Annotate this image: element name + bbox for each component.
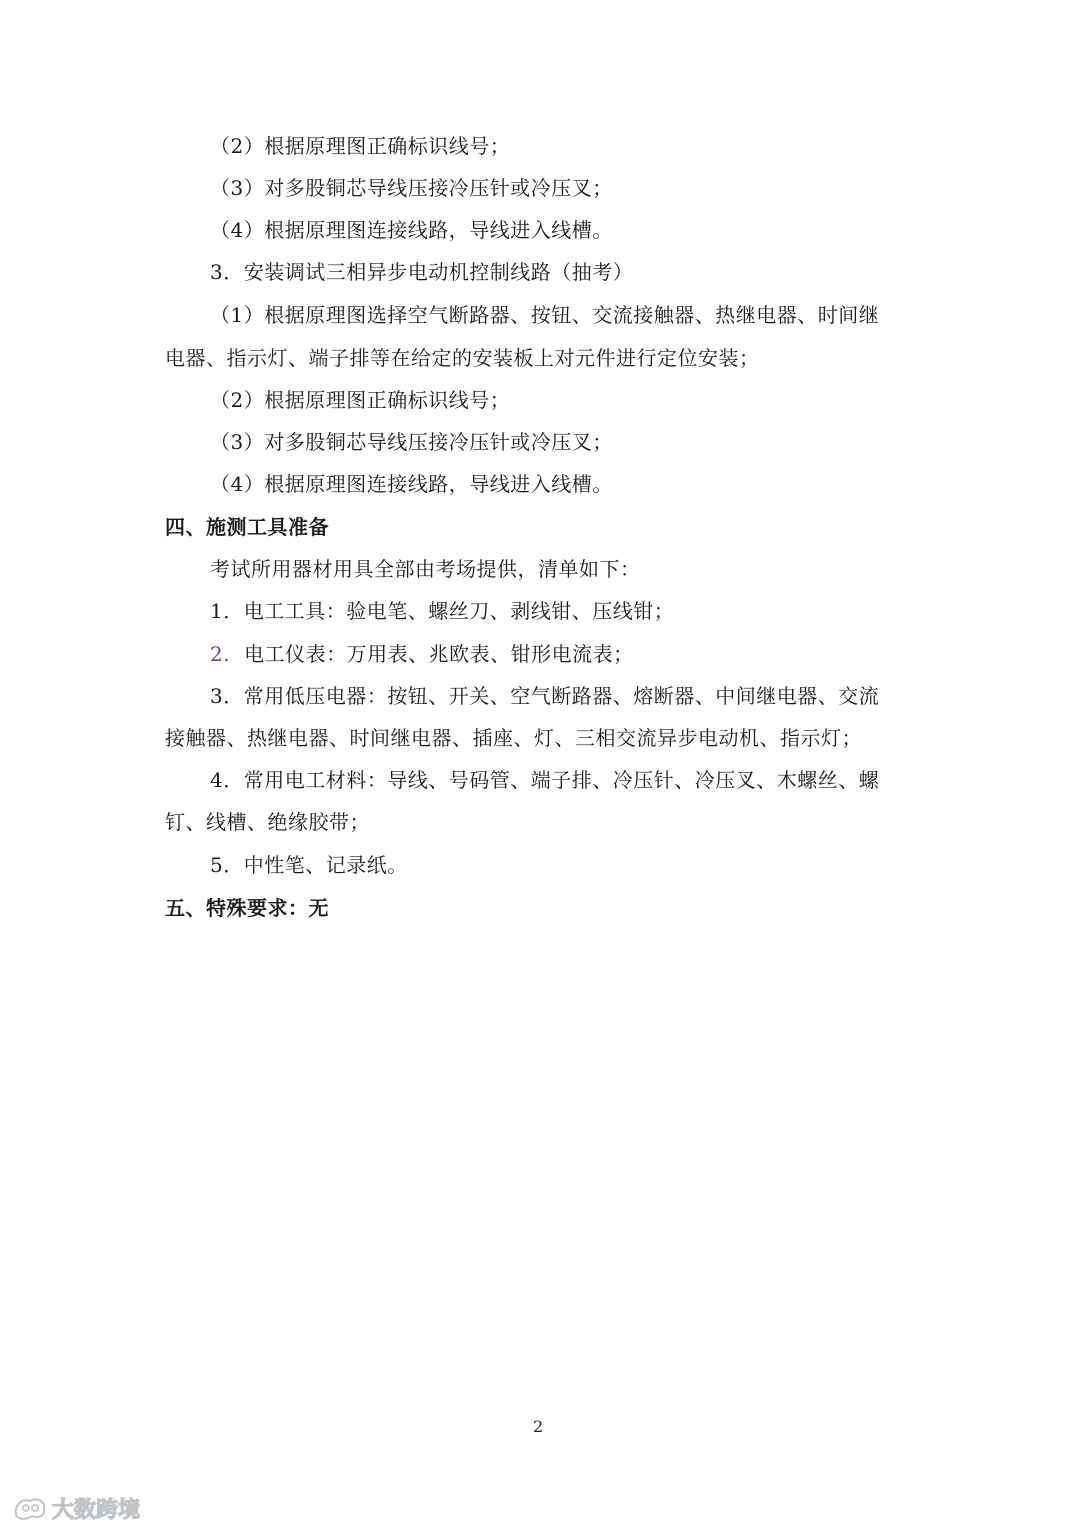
- text-line: 3．安装调试三相异步电动机控制线路（抽考）: [210, 260, 634, 284]
- watermark-logo-icon: [12, 1495, 48, 1521]
- text-line: 3．常用低压电器：按钮、开关、空气断路器、熔断器、中间继电器、交流: [210, 684, 880, 708]
- section-heading: 四、施测工具准备: [165, 515, 329, 539]
- text-line: 1．电工工具：验电笔、螺丝刀、剥线钳、压线钳；: [210, 599, 675, 623]
- text-line: 5．中性笔、记录纸。: [210, 853, 408, 877]
- text-line: 接触器、热继电器、时间继电器、插座、灯、三相交流异步电动机、指示灯；: [165, 726, 862, 750]
- text-line: 4．常用电工材料：导线、号码管、端子排、冷压针、冷压叉、木螺丝、螺: [210, 768, 880, 792]
- text-line: （1）根据原理图选择空气断路器、按钮、交流接触器、热继电器、时间继: [210, 303, 880, 327]
- text-line: （2）根据原理图正确标识线号；: [210, 134, 511, 158]
- text-line: 考试所用器材用具全部由考场提供，清单如下：: [210, 557, 641, 581]
- text-line: （3）对多股铜芯导线压接冷压针或冷压叉；: [210, 430, 613, 454]
- section-heading: 五、特殊要求：无: [165, 896, 329, 920]
- text-line: （4）根据原理图连接线路，导线进入线槽。: [210, 218, 613, 242]
- text-line: 钉、线槽、绝缘胶带；: [165, 810, 370, 834]
- text-line: （2）根据原理图正确标识线号；: [210, 388, 511, 412]
- page-number: 2: [533, 1417, 544, 1436]
- text-line: [210, 640, 634, 668]
- list-text: 电工仪表：万用表、兆欧表、钳形电流表；: [244, 642, 634, 666]
- text-line: （3）对多股铜芯导线压接冷压针或冷压叉；: [210, 176, 613, 200]
- text-line: （4）根据原理图连接线路，导线进入线槽。: [210, 472, 613, 496]
- watermark: [12, 1493, 140, 1523]
- text-line: 电器、指示灯、端子排等在给定的安装板上对元件进行定位安装；: [165, 346, 760, 370]
- watermark-text: 大数跨境: [52, 1497, 141, 1523]
- list-number: 2.: [210, 642, 231, 666]
